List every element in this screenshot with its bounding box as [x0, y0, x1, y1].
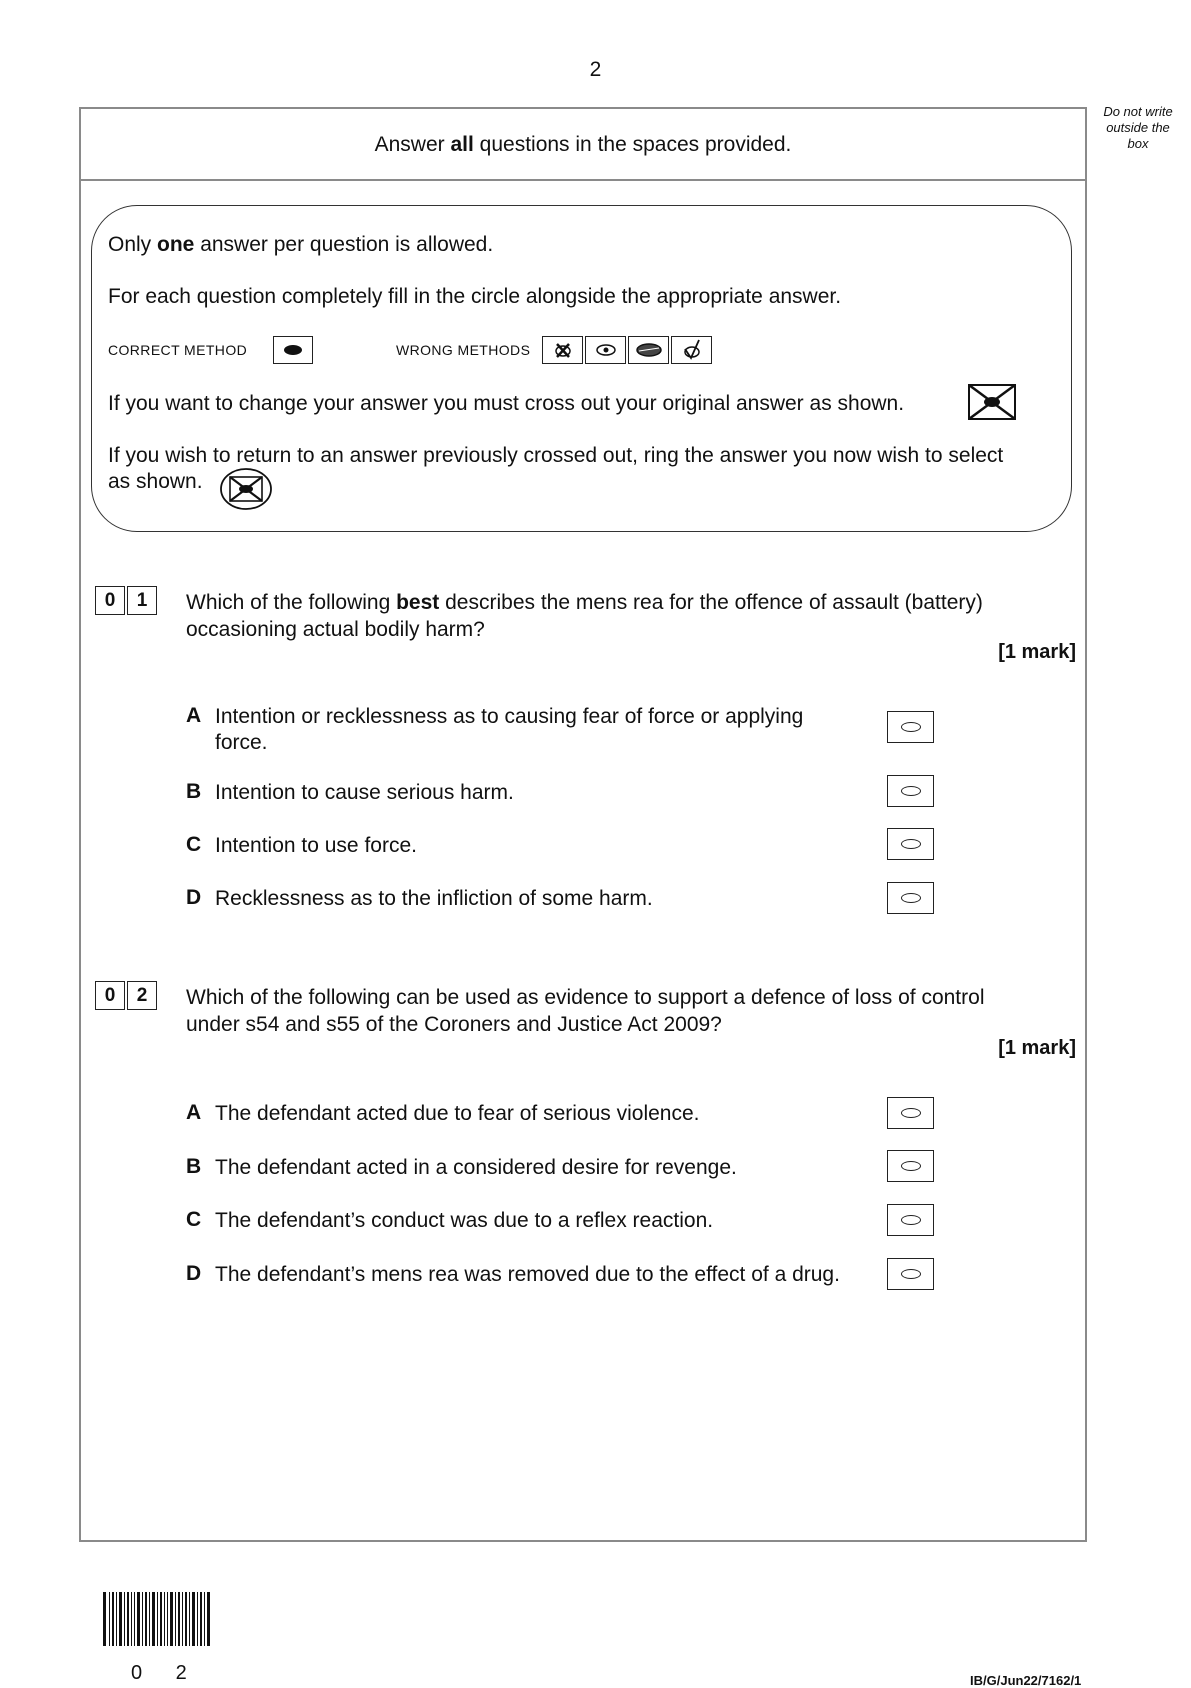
wrong-method-scribble: [628, 336, 669, 364]
question-number-01: [95, 586, 159, 615]
option-letter: C: [186, 1208, 202, 1231]
instruction-text: answer per question is allowed.: [194, 233, 494, 256]
wrong-method-cross: [542, 336, 583, 364]
wrong-methods-examples: [542, 336, 714, 364]
answer-box-q02-c[interactable]: [887, 1204, 934, 1236]
dotted-oval-icon: [594, 342, 618, 358]
filled-oval-icon: [283, 344, 303, 356]
correct-method-example: [273, 336, 313, 364]
option-text-line: Intention or recklessness as to causing fear of force or applying: [215, 705, 804, 728]
question-text-part: describes the mens rea for the offence of assault (battery): [439, 591, 983, 614]
instruction-text: Only: [108, 233, 158, 256]
answer-oval: [901, 1215, 921, 1225]
crossed-box-icon: [967, 383, 1017, 421]
wrong-methods-label: WRONG METHODS: [396, 342, 531, 358]
question-01-line2: occasioning actual bodily harm?: [186, 618, 485, 641]
option-letter: C: [186, 833, 202, 856]
answer-oval: [901, 1269, 921, 1279]
answer-box-q01-b[interactable]: [887, 775, 934, 807]
instruction-return-answer: If you wish to return to an answer previously crossed out, ring the answer you now wish to select: [108, 444, 1004, 467]
question-number-digit: 0: [95, 586, 125, 615]
option-text: The defendant acted due to fear of serious violence.: [215, 1102, 700, 1125]
option-text: The defendant’s conduct was due to a reflex reaction.: [215, 1209, 714, 1232]
header-instruction-pre: Answer: [374, 133, 451, 156]
answer-oval: [901, 1108, 921, 1118]
answer-box-q01-c[interactable]: [887, 828, 934, 860]
answer-oval: [901, 722, 921, 732]
option-letter: D: [186, 886, 202, 909]
question-02-marks: [1 mark]: [998, 1037, 1076, 1059]
wrong-method-dot: [585, 336, 626, 364]
page-number: 2: [589, 58, 602, 81]
answer-oval: [901, 893, 921, 903]
question-01-line1: [186, 589, 1066, 616]
option-letter: A: [186, 704, 202, 727]
instruction-cross-out: If you want to change your answer you must cross out your original answer as shown.: [108, 392, 905, 415]
answer-box-q02-b[interactable]: [887, 1150, 934, 1182]
question-01-text: [186, 589, 1066, 643]
crossed-oval-icon: [551, 340, 575, 360]
barcode-number: 0 2: [131, 1662, 201, 1684]
option-letter: B: [186, 780, 202, 803]
answer-box-q02-d[interactable]: [887, 1258, 934, 1290]
ringed-answer-example: [218, 466, 274, 517]
instruction-one-answer: [108, 231, 493, 258]
barcode-image: [103, 1592, 213, 1660]
answer-oval: [901, 786, 921, 796]
answer-oval: [901, 839, 921, 849]
question-02-line2: under s54 and s55 of the Coroners and Justice Act 2009?: [186, 1013, 722, 1036]
question-number-digit: 0: [95, 981, 125, 1010]
header-instruction-post: questions in the spaces provided.: [473, 133, 792, 156]
ringed-crossed-box-icon: [218, 466, 274, 512]
question-text-bold: best: [396, 591, 440, 614]
cross-out-example: [967, 383, 1017, 426]
option-text: Intention to cause serious harm.: [215, 781, 514, 804]
answer-box-q01-d[interactable]: [887, 882, 934, 914]
option-text-line: force.: [215, 731, 268, 754]
question-text-part: Which of the following: [186, 591, 397, 614]
answer-oval: [901, 1161, 921, 1171]
option-letter: D: [186, 1262, 202, 1285]
document-code: IB/G/Jun22/7162/1: [970, 1673, 1082, 1688]
question-02-text: [186, 984, 1066, 1038]
margin-note: [1088, 104, 1188, 152]
header-instruction: [79, 133, 1087, 157]
answer-box-q01-a[interactable]: [887, 711, 934, 743]
option-text: The defendant’s mens rea was removed due to the effect of a drug.: [215, 1263, 840, 1286]
option-text: Intention to use force.: [215, 834, 417, 857]
margin-note-line: outside the: [1106, 120, 1170, 135]
header-divider: [79, 179, 1087, 181]
option-letter: B: [186, 1155, 202, 1178]
header-instruction-bold: all: [450, 133, 474, 156]
margin-note-line: box: [1127, 136, 1149, 151]
wrong-method-tick: [671, 336, 712, 364]
ticked-oval-icon: [680, 338, 704, 362]
question-number-02: [95, 981, 159, 1010]
question-01-marks: [1 mark]: [998, 641, 1076, 663]
option-text: [215, 704, 855, 756]
correct-method-label: CORRECT METHOD: [108, 342, 248, 358]
option-text: Recklessness as to the infliction of some harm.: [215, 887, 653, 910]
answer-box-q02-a[interactable]: [887, 1097, 934, 1129]
instruction-fill-circle: For each question completely fill in the circle alongside the appropriate answer.: [108, 285, 842, 308]
instruction-return-answer-cont: as shown.: [108, 470, 203, 493]
question-number-digit: 2: [127, 981, 157, 1010]
instruction-bold: one: [157, 233, 195, 256]
question-number-digit: 1: [127, 586, 157, 615]
option-letter: A: [186, 1101, 202, 1124]
option-text: The defendant acted in a considered desire for revenge.: [215, 1156, 737, 1179]
scribbled-oval-icon: [634, 342, 664, 358]
question-02-line1: Which of the following can be used as evidence to support a defence of loss of control: [186, 986, 985, 1009]
margin-note-line: Do not write: [1103, 104, 1173, 119]
